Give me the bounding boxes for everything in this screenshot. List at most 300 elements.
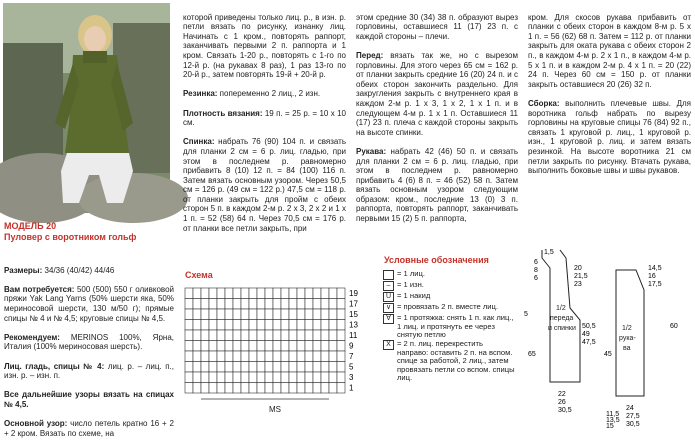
chart-row-label: 7 [349, 352, 354, 361]
chart-cell [233, 309, 241, 320]
chart-cell [201, 372, 209, 383]
chart-cell [273, 320, 281, 331]
chart-cell [193, 372, 201, 383]
front-dimension: 1,5 [544, 249, 554, 256]
chart-cell [185, 383, 193, 394]
chart-cell [329, 351, 337, 362]
sizes-text: 34/36 (40/42) 44/46 [44, 265, 115, 275]
chart-cell [249, 372, 257, 383]
chart-cell [209, 299, 217, 310]
chart-cell [241, 362, 249, 373]
back-label: Спинка: [183, 137, 215, 147]
chart-cell [185, 299, 193, 310]
assembly-paragraph [528, 99, 691, 176]
chart-cell [297, 351, 305, 362]
legend-symbol: – [383, 281, 394, 291]
chart-cell [265, 351, 273, 362]
chart-cell [297, 299, 305, 310]
chart-cell [217, 309, 225, 320]
front-dimension: 6 [534, 275, 538, 282]
chart-cell [217, 362, 225, 373]
chart-cell [265, 341, 273, 352]
chart-cell [233, 372, 241, 383]
chart-cell [201, 351, 209, 362]
chart-cell [241, 320, 249, 331]
chart-cell [305, 309, 313, 320]
chart-cell [305, 288, 313, 299]
chart-cell [337, 288, 345, 299]
sleeve-dimensions [604, 265, 678, 430]
chart-cell [201, 362, 209, 373]
chart-cell [337, 341, 345, 352]
model-photo [3, 3, 170, 213]
chart-cell [201, 330, 209, 341]
chart-cell [209, 362, 217, 373]
recommend-text: MERINOS 100%, Ярна, Италия (100% мериносовая шерсть). [4, 332, 174, 352]
chart-cell [273, 330, 281, 341]
chart-cell [241, 299, 249, 310]
chart-cell [209, 288, 217, 299]
column-3 [356, 3, 518, 233]
chart-cell [225, 383, 233, 394]
density-text: 19 п. = 25 р. = 10 x 10 см. [183, 108, 346, 128]
front-dimension: 5 [524, 311, 528, 318]
density-label: Плотность вязания: [183, 108, 263, 118]
chart-row-label: 15 [349, 310, 358, 319]
chart-cell [225, 320, 233, 331]
chart-cell [241, 351, 249, 362]
chart-cell [225, 351, 233, 362]
chart-cell [249, 320, 257, 331]
chart-row-label: 17 [349, 299, 358, 309]
chart-cell [185, 351, 193, 362]
chart-cell [185, 330, 193, 341]
chart-row-label: 9 [349, 341, 354, 351]
chart-cell [217, 351, 225, 362]
chart-cell [233, 383, 241, 394]
chart-row-label: 1 [349, 383, 354, 393]
chart-cell [305, 341, 313, 352]
chart-cell [201, 288, 209, 299]
chart-cell [273, 341, 281, 352]
chart-cell [305, 320, 313, 331]
chart-cell [313, 383, 321, 394]
chart-cell [193, 288, 201, 299]
chart-cell [193, 383, 201, 394]
chart-cell [337, 320, 345, 331]
legend-text: = 1 лиц. [397, 269, 426, 278]
chart-cell [289, 309, 297, 320]
chart-cell [313, 341, 321, 352]
chart-cell [265, 362, 273, 373]
chart-cell [281, 320, 289, 331]
chart-cell [297, 341, 305, 352]
sleeve-dimension: 16 [648, 273, 656, 280]
chart-cell [281, 351, 289, 362]
chart-cell [257, 372, 265, 383]
chart-cell [225, 362, 233, 373]
column-4 [528, 3, 691, 185]
chart-cell [321, 288, 329, 299]
chart-cell [185, 320, 193, 331]
chart-cell [233, 320, 241, 331]
sizes-label: Размеры: [4, 265, 43, 275]
chart-grid [185, 288, 345, 399]
chart-cell [257, 341, 265, 352]
chart-cell [193, 330, 201, 341]
chart-cell [329, 299, 337, 310]
chart-cell [233, 341, 241, 352]
chart-cell [257, 309, 265, 320]
chart-cell [265, 309, 273, 320]
chart-cell [281, 383, 289, 394]
chart-cell [193, 309, 201, 320]
chart-cell [313, 330, 321, 341]
legend-symbol: X [383, 340, 394, 350]
sleeve-shaping-paragraph: кром. Для скосов рукава прибавить от планки с обеих сторон в каждом 8-м р. 5 x 1 п. = 56 (62) 68 п. Затем = 112 р. от планки закрыть для оката рукава с обеих сторон 2 п., в каждом 4-м р. 2 x 1 п., в каждом 4-м р. 5 x 1 п. и в каждом 2-м р. 4 x 1 п. = 20 (22) 24 п. Через 60 см = 150 р. от планки закрыть оставшиеся 20 (26) 32 п. [528, 12, 691, 89]
chart-cell [201, 309, 209, 320]
front-dimension: 49 [582, 331, 590, 338]
legend-symbol: U [383, 292, 394, 302]
front-dimension: 22 [558, 391, 566, 398]
chart-cell [225, 372, 233, 383]
sleeve-dimension: 45 [604, 351, 612, 358]
chart-cell [297, 383, 305, 394]
chart-cell [297, 320, 305, 331]
chart-cell [209, 309, 217, 320]
chart-cell [225, 288, 233, 299]
chart-cell [265, 383, 273, 394]
chart-cell [329, 383, 337, 394]
chart-cell [233, 362, 241, 373]
chart-cell [321, 351, 329, 362]
chart-cell [329, 288, 337, 299]
chart-cell [185, 362, 193, 373]
chart-cell [281, 309, 289, 320]
legend-title: Условные обозначения [384, 255, 489, 265]
legend-symbol: ∀ [383, 314, 394, 324]
chart-cell [281, 299, 289, 310]
chart-cell [209, 320, 217, 331]
materials-paragraph [4, 285, 174, 323]
front-dimension: 65 [528, 351, 536, 358]
garment-schematics [520, 249, 693, 430]
chart-cell [241, 309, 249, 320]
chart-cell [241, 383, 249, 394]
chart-cell [281, 341, 289, 352]
chart-cell [257, 330, 265, 341]
chart-cell [217, 341, 225, 352]
front-dimension: 6 [534, 259, 538, 266]
chart-cell [193, 320, 201, 331]
chart-cell [273, 309, 281, 320]
chart-cell [329, 309, 337, 320]
chart-cell [289, 383, 297, 394]
assembly-label: Сборка: [528, 98, 560, 108]
chart-cell [201, 383, 209, 394]
chart-cell [289, 351, 297, 362]
chart-cell [233, 299, 241, 310]
chart-cell [241, 341, 249, 352]
chart-cell [209, 372, 217, 383]
chart-cell [225, 341, 233, 352]
chart-cell [289, 341, 297, 352]
sleeve-label-2: рука- [619, 335, 636, 342]
chart-cell [257, 351, 265, 362]
front-dimension: 47,5 [582, 339, 596, 346]
rib-label: Резинка: [183, 89, 218, 99]
chart-cell [233, 288, 241, 299]
chart-cell [241, 330, 249, 341]
chart-cell [337, 362, 345, 373]
materials-label: Вам потребуется: [4, 284, 75, 294]
chart-cell [297, 288, 305, 299]
chart-cell [225, 309, 233, 320]
materials-text: 500 (500) 550 г оливковой пряжи Yak Lang Yarns (50% шерсти яка, 50% мериносовой шерсти, 130 м/50 г); прямые спицы № 4 и № 4,5; круговые спицы № 4,5. [4, 284, 174, 323]
chart-cell [281, 362, 289, 373]
model-subtitle: Пуловер с воротником гольф [4, 232, 137, 242]
chart-cell [321, 362, 329, 373]
front-text: вязать так же, но с вырезом горловины. Для этого через 65 см = 162 р. от планки закрыть средние 16 (20) 24 п. и с обеих сторон закончить раздельно. Для закругления закрыть с внутреннего края в каждом 2-м р. 1 x 3, 1 x 2, 1 x 1 п. и в следующем 4-м р. 1 x 1 п. Оставшиеся 11 (17) 23 п. плеча с каждой стороны закрыть на высоте спинки. [356, 50, 518, 137]
chart-cell [257, 362, 265, 373]
chart-cell [281, 330, 289, 341]
chart-cell [313, 351, 321, 362]
chart-cell [273, 288, 281, 299]
chart-cell [249, 351, 257, 362]
sleeve-dimension: 11,5 [606, 411, 620, 418]
chart-cell [313, 299, 321, 310]
neckline-paragraph: этом средние 30 (34) 38 п. образуют вырез горловины, оставшиеся 11 (17) 23 п. с каждой стороны – плечи. [356, 12, 518, 41]
chart-cell [217, 372, 225, 383]
chart-cell [289, 372, 297, 383]
sleeve-dimension: 60 [670, 323, 678, 330]
chart-cell [273, 383, 281, 394]
chart-cell [305, 299, 313, 310]
chart-cell [337, 330, 345, 341]
chart-cell [321, 372, 329, 383]
chart-cell [313, 362, 321, 373]
front-paragraph [356, 51, 518, 137]
chart-cell [257, 288, 265, 299]
chart-cell [209, 341, 217, 352]
sleeve-dimension: 24 [626, 405, 634, 412]
legend-text: = 2 п. лиц. перекрестить направо: оставить 2 п. на вспом. спице за работой, 2 лиц., затем провязать петли со вспом. спицы лиц. [397, 339, 515, 383]
chart-cell [201, 320, 209, 331]
model-title: МОДЕЛЬ 20 [4, 221, 57, 231]
chart-row-label: 3 [349, 373, 354, 382]
pattern-continued: которой приведены только лиц. р., в изн. р. петли вязать по рисунку, изнанку лиц. Начинать с 1 кром., повторять раппорт, заканчивать первыми 2 п. раппорта и 1 кром. Связать 1-20 р., повторять с 1-го по 12-й р. (на рукавах 8 раз), 1 раз 13-го по 20-й р., затем повторять 19-й + 20-й р. [183, 12, 346, 80]
chart-cell [313, 320, 321, 331]
chart-row-label: 5 [349, 362, 354, 372]
recommend-label: Рекомендуем: [4, 332, 60, 342]
back-text: набрать 76 (90) 104 п. и связать для планки 2 см = 6 р. лиц. гладью, при этом в последнем р. равномерно прибавить 8 (10) 12 п. = 84 (100) 116 п. Затем вязать основным узором. Через 50,5 см = 126 р. (49 см = 122 р.) 47,5 см = 118 р. от планки закрыть для пройм с обеих сторон 5 п. в каждом 2-м р. 2 x 3, 2 x 2 и 1 x 1 п. = 52 (58) 64 п. Через 70,5 см = 176 р. от планки все петли закрыть, при [183, 137, 346, 233]
chart-cell [329, 362, 337, 373]
sleeve-dimension: 30,5 [626, 421, 640, 428]
chart-cell [337, 383, 345, 394]
front-label-3: и спинки [548, 325, 576, 332]
chart-cell [305, 351, 313, 362]
chart-cell [329, 330, 337, 341]
density-paragraph [183, 109, 346, 128]
chart-cell [257, 320, 265, 331]
sleeves-text: набрать 42 (46) 50 п. и связать для планки 2 см = 6 р. лиц. гладью, при этом в последнем р. равномерно прибавить 4 (6) 8 п. = 46 (52) 58 п. Затем вязать основным узором следующим образом: кром., последние 13 (0) 3 п. раппорта, повторять раппорт, заканчивать первыми 15 (2) 5 п. раппорта, [356, 146, 518, 224]
chart-cell [289, 299, 297, 310]
chart-cell [185, 288, 193, 299]
back-paragraph [183, 137, 346, 233]
chart-cell [297, 372, 305, 383]
chart-cell [337, 351, 345, 362]
chart-ms-label: MS [269, 405, 281, 414]
front-dimension: 26 [558, 399, 566, 406]
chart-cell [217, 288, 225, 299]
chart-cell [321, 341, 329, 352]
chart-cell [289, 362, 297, 373]
chart-cell [225, 299, 233, 310]
chart-cell [249, 288, 257, 299]
sleeve-dimension: 13,5 [606, 417, 620, 424]
chart-cell [297, 309, 305, 320]
chart-cell [273, 362, 281, 373]
sizes-paragraph [4, 266, 174, 276]
chart-row-label: 19 [349, 289, 358, 298]
stitch-text: лиц. р. – лиц. п., изн. р. – изн. п. [4, 361, 174, 381]
chart-cell [313, 372, 321, 383]
chart-cell [289, 330, 297, 341]
chart-cell [321, 320, 329, 331]
legend-text: = провязать 2 п. вместе лиц. [397, 302, 498, 311]
front-label-2: переда [550, 315, 574, 322]
chart-cell [249, 330, 257, 341]
chart-cell [233, 330, 241, 341]
chart-cell [313, 288, 321, 299]
chart-cell [249, 341, 257, 352]
front-dimension: 8 [534, 267, 538, 274]
chart-cell [305, 372, 313, 383]
chart-cell [185, 341, 193, 352]
chart-row-labels [349, 289, 358, 393]
chart-cell [257, 299, 265, 310]
chart-cell [225, 330, 233, 341]
chart-cell [321, 383, 329, 394]
legend-symbol: ∨ [383, 303, 394, 313]
chart-cell [193, 351, 201, 362]
recommend-paragraph [4, 333, 174, 352]
chart-cell [337, 309, 345, 320]
chart-cell [265, 288, 273, 299]
chart-cell [193, 341, 201, 352]
rib-paragraph [183, 89, 346, 99]
chart-cell [193, 299, 201, 310]
chart-cell [249, 309, 257, 320]
front-dimension: 20 [574, 265, 582, 272]
sleeve-label-1: 1/2 [622, 325, 632, 332]
front-dimension: 23 [574, 281, 582, 288]
chart-cell [337, 299, 345, 310]
chart-cell [289, 288, 297, 299]
sleeve-label-3: ва [623, 345, 631, 352]
chart-cell [265, 372, 273, 383]
chart-cell [265, 320, 273, 331]
front-label-1: 1/2 [556, 305, 566, 312]
chart-cell [321, 330, 329, 341]
front-dimension: 30,5 [558, 407, 572, 414]
chart-cell [321, 299, 329, 310]
chart-cell [329, 320, 337, 331]
chart-cell [185, 372, 193, 383]
chart-cell [193, 362, 201, 373]
sleeves-label: Рукава: [356, 146, 387, 156]
chart-row-label: 11 [349, 331, 358, 340]
sleeve-dimension: 15 [606, 423, 614, 430]
chart-cell [329, 341, 337, 352]
chart-cell [209, 351, 217, 362]
sleeve-dimension: 27,5 [626, 413, 640, 420]
front-label: Перед: [356, 50, 384, 60]
legend-text: = 1 накид [397, 291, 431, 300]
chart-cell [305, 383, 313, 394]
all-patterns-note: Все дальнейшие узоры вязать на спицах № 4,5. [4, 390, 174, 409]
rib-text: попеременно 2 лиц., 2 изн. [219, 89, 321, 99]
chart-cell [185, 309, 193, 320]
chart-cell [209, 330, 217, 341]
chart-cell [337, 372, 345, 383]
knitting-chart [183, 284, 363, 414]
chart-cell [273, 299, 281, 310]
chart-cell [305, 330, 313, 341]
chart-cell [241, 288, 249, 299]
chart-cell [201, 299, 209, 310]
chart-cell [201, 341, 209, 352]
legend-text: = 1 протяжка: снять 1 п. как лиц., 1 лиц. и протянуть ее через снятую петлю [397, 313, 514, 340]
sleeve-dimension: 14,5 [648, 265, 662, 272]
chart-cell [297, 330, 305, 341]
chart-cell [321, 309, 329, 320]
scheme-title: Схема [185, 270, 213, 280]
sleeve-outline [616, 270, 644, 396]
chart-cell [297, 362, 305, 373]
chart-cell [209, 383, 217, 394]
chart-cell [305, 362, 313, 373]
main-pattern-paragraph [4, 419, 174, 438]
model-heading [4, 221, 172, 243]
front-dimension: 50,5 [582, 323, 596, 330]
front-dimension: 21,5 [574, 273, 588, 280]
chart-cell [249, 383, 257, 394]
chart-cell [233, 351, 241, 362]
chart-cell [273, 372, 281, 383]
sleeves-paragraph [356, 147, 518, 224]
chart-cell [217, 299, 225, 310]
legend-text: = 1 изн. [397, 280, 424, 289]
chart-row-label: 13 [349, 320, 358, 330]
chart-cell [265, 299, 273, 310]
column-2 [183, 3, 346, 243]
chart-cell [217, 320, 225, 331]
sleeve-dimension: 17,5 [648, 281, 662, 288]
chart-cell [273, 351, 281, 362]
chart-cell [217, 330, 225, 341]
assembly-text: выполнить плечевые швы. Для воротника гольф набрать по вырезу горловины на круговые спицы 76 (84) 92 п., связать 1 круговой р. лиц., 1 круговой р. изн., 1 круговой р. лиц. и затем вязать резинкой. На высоте воротника 21 см петли закрыть по рисунку. Втачать рукава, выполнить боковые швы и швы рукавов. [528, 98, 691, 176]
chart-cell [313, 309, 321, 320]
chart-cell [217, 383, 225, 394]
column-1 [4, 256, 174, 448]
chart-cell [329, 372, 337, 383]
chart-cell [281, 288, 289, 299]
stitch-label: Лиц. гладь, спицы № 4: [4, 361, 105, 371]
main-pattern-text: число петель кратно 16 + 2 + 2 кром. Вязать по схеме, на [4, 419, 174, 438]
chart-cell [257, 383, 265, 394]
main-pattern-label: Основной узор: [4, 419, 68, 429]
